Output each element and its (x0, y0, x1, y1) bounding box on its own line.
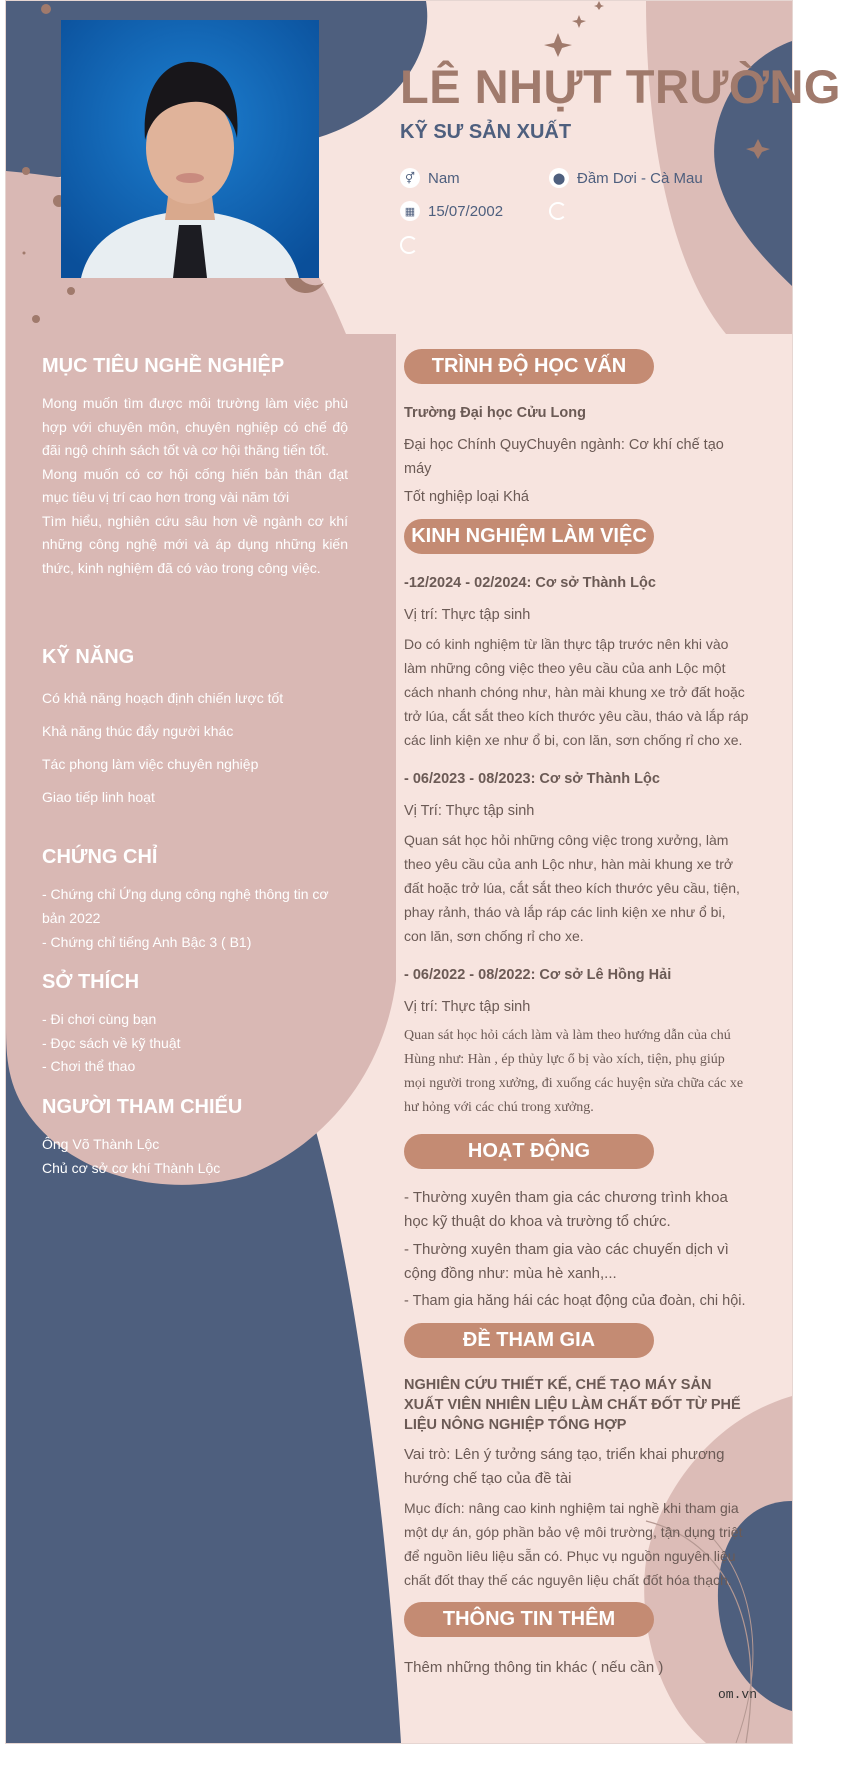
experience-1-head: -12/2024 - 02/2024: Cơ sở Thành Lộc (404, 575, 656, 591)
skill-item: Có khả năng hoạch định chiến lược tốt (42, 690, 284, 706)
cert-item: - Chứng chỉ tiếng Anh Bậc 3 ( B1) (42, 934, 252, 950)
location-value: Đầm Dơi - Cà Mau (577, 169, 703, 187)
experience-1-description: Do có kinh nghiệm từ lần thực tập trước nên khi vào làm những công việc theo yêu cầu của anh Lộc một cách nhanh chóng như, hàn mài khung xe trở đất hoặc trở lúa, cắt sắt theo kích thước yêu cầu, tháo và lắp ráp các linh kiện xe như ổ bi, con lăn, sơn chống rỉ cho xe. (404, 636, 749, 748)
hobby-item: - Đọc sách về kỹ thuật (42, 1034, 181, 1051)
candidate-name: LÊ NHỰT TRƯỜNG (400, 60, 841, 113)
project-goal: Mục đích: nâng cao kinh nghiệm tai nghề khi tham gia một dự án, góp phần bảo vệ môi trường, tận dụng triệt để nguồn liêu liệu sẵn có. Phục vụ nguồn nguyên liệu chất đốt thay thế các nguyên liệu chất đốt hóa thạch. (404, 1500, 743, 1588)
experience-2-position: Vị Trí: Thực tập sinh (404, 803, 535, 819)
gender-value: Nam (428, 169, 460, 187)
education-school: Trường Đại học Cửu Long (404, 405, 586, 421)
more-info-heading: THÔNG TIN THÊM (404, 1602, 654, 1637)
objective-paragraph: Mong muốn tìm được môi trường làm việc phù hợp với chuyên môn, chuyên nghiệp có chế độ đãi ngộ chính sách tốt và cơ hội thăng tiến tốt. (42, 395, 348, 458)
job-title: KỸ SƯ SẢN XUẤT (400, 121, 572, 143)
person-photo-icon (61, 20, 319, 278)
experience-2-description: Quan sát học hỏi những công việc trong xưởng, làm theo yêu cầu của anh Lộc như, hàn mài khung xe trở đất hoặc trở lúa, cắt sắt theo kích thước yêu cầu, tiện, phay rảnh, tháo và lắp ráp các linh kiện xe như ổ bi, con lăn, sơn chống rỉ cho xe. (404, 832, 740, 944)
hobbies-list (42, 1008, 348, 1079)
activity-item: - Thường xuyên tham gia các chương trình khoa học kỹ thuật do khoa và trường tổ chức. (404, 1189, 728, 1230)
skills-list (42, 682, 348, 814)
certs-list (42, 882, 352, 954)
hobbies-heading: SỞ THÍCH (42, 971, 140, 993)
experience-heading: KINH NGHIỆM LÀM VIỆC (404, 519, 654, 554)
objective-text (42, 392, 348, 580)
experience-3-head: - 06/2022 - 08/2022: Cơ sở Lê Hồng Hải (404, 967, 672, 983)
gender-info (400, 168, 460, 188)
skill-item: Khả năng thúc đẩy người khác (42, 723, 234, 739)
project-name: NGHIÊN CỨU THIẾT KẾ, CHẾ TẠO MÁY SẢN XUẤT VIÊN NHIÊN LIỆU LÀM CHẤT ĐỐT TỪ PHẾ LIỆU NÔNG NGHIỆP TỔNG HỢP (404, 1377, 741, 1433)
experience-2-head: - 06/2023 - 08/2023: Cơ sở Thành Lộc (404, 771, 660, 787)
skills-heading: KỸ NĂNG (42, 646, 135, 668)
watermark: om.vn (718, 1687, 758, 1702)
location-info (549, 168, 703, 188)
certs-heading: CHỨNG CHỈ (42, 846, 158, 868)
location-pin-icon: ⬤ (549, 168, 569, 188)
reference-role: Chủ cơ sở cơ khí Thành Lộc (42, 1159, 221, 1176)
loading-icon (400, 236, 418, 254)
activity-item: - Thường xuyên tham gia vào các chuyến dịch vì cộng đồng như: mùa hè xanh,... (404, 1241, 729, 1282)
skill-item: Giao tiếp linh hoạt (42, 789, 155, 805)
experience-3-description: Quan sát học hỏi cách làm và làm theo hướng dẫn của chú Hùng như: Hàn , ép thủy lực ổ bị vào xích, tiện, phụ giúp mọi người trong xưởng, đi xuống các huyện sửa chữa các xe hư hỏng với các chú trong xưởng. (404, 1028, 744, 1115)
reference-heading: NGƯỜI THAM CHIẾU (42, 1096, 243, 1118)
hobby-item: - Đi chơi cùng bạn (42, 1011, 157, 1027)
activity-item: - Tham gia hăng hái các hoạt động của đoàn, chi hội. (404, 1293, 746, 1309)
education-major: Đại học Chính QuyChuyên ngành: Cơ khí chế tạo máy (404, 437, 724, 477)
projects-heading: ĐỀ THAM GIA (404, 1323, 654, 1358)
dob-value: 15/07/2002 (428, 202, 504, 220)
skill-item: Tác phong làm việc chuyên nghiệp (42, 756, 259, 772)
experience-3-position: Vị trí: Thực tập sinh (404, 999, 531, 1015)
objective-paragraph: Mong muốn có cơ hội cống hiến bản thân đạt mục tiêu vị trí cao hơn trong vài năm tới (42, 465, 348, 505)
activities-heading: HOẠT ĐỘNG (404, 1134, 654, 1169)
education-grade: Tốt nghiệp loại Khá (404, 489, 529, 505)
hobby-item: - Chơi thể thao (42, 1058, 136, 1074)
more-info-text: Thêm những thông tin khác ( nếu cần ) (404, 1659, 664, 1676)
objective-paragraph: Tìm hiểu, nghiên cứu sâu hơn về ngành cơ khí những công nghệ mới và áp dụng những kiến thức, kinh nghiệm đã có vào trong công việc. (42, 512, 348, 576)
reference-block (42, 1133, 348, 1180)
reference-name: Ông Võ Thành Lộc (42, 1136, 160, 1152)
experience-1-position: Vị trí: Thực tập sinh (404, 607, 531, 623)
avatar (61, 20, 319, 278)
objective-heading: MỤC TIÊU NGHỀ NGHIỆP (42, 355, 285, 377)
project-role: Vai trò: Lên ý tưởng sáng tạo, triển khai phương hướng chế tạo của đề tài (404, 1446, 725, 1487)
loading-icon (549, 202, 567, 220)
education-heading: TRÌNH ĐỘ HỌC VẤN (404, 349, 654, 384)
cert-item: - Chứng chỉ Ứng dụng công nghệ thông tin cơ bản 2022 (42, 886, 329, 926)
calendar-icon: ▦ (400, 201, 420, 221)
gender-icon: ⚥ (400, 168, 420, 188)
dob-info (400, 201, 503, 221)
cv-page (5, 0, 841, 1744)
